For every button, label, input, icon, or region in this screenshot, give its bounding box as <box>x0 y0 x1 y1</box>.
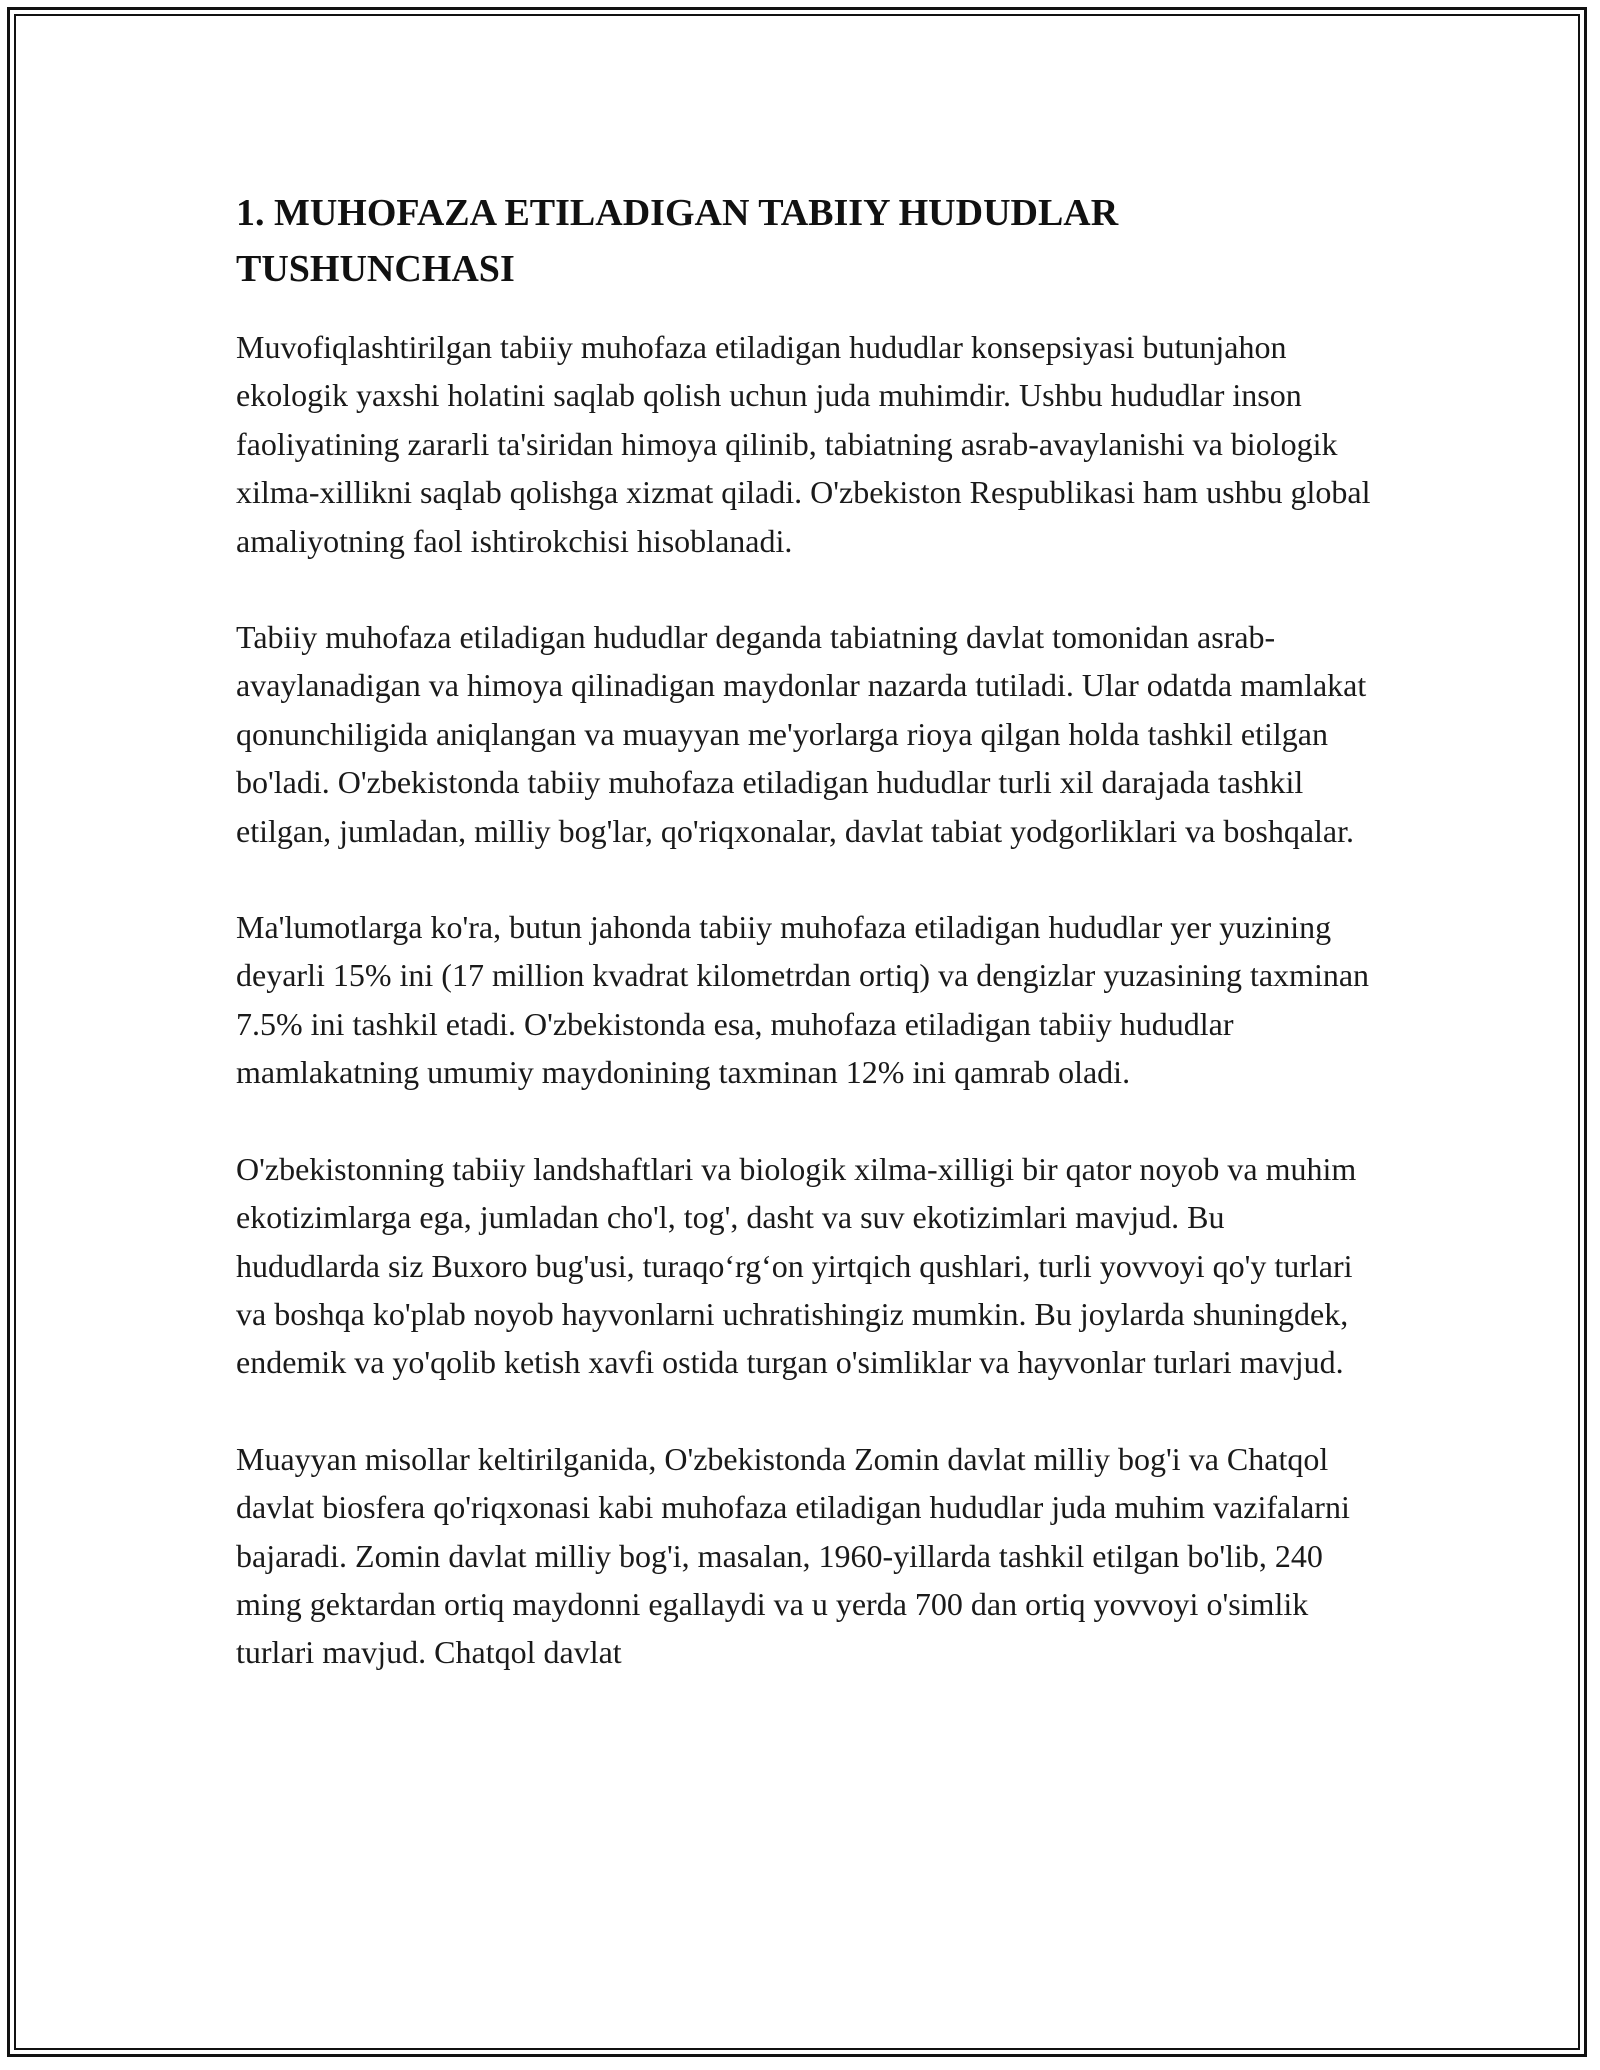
paragraph-intro: Muvofiqlashtirilgan tabiiy muhofaza etiladigan hududlar konsepsiyasi butunjahon ekologik yaxshi holatini saqlab qolish uchun juda muhimdir. Ushbu hududlar inson faoliyatining zararli ta'siridan himoya qilinib, tabiatning asrab-avaylanishi va biologik xilma-xillikni saqlab qolishga xizmat qiladi. O'zbekiston Respublikasi ham ushbu global amaliyotning faol ishtirokchisi hisoblanadi. <box>236 329 1371 559</box>
paragraph-definition: Tabiiy muhofaza etiladigan hududlar deganda tabiatning davlat tomonidan asrab-avaylanadigan va himoya qilinadigan maydonlar nazarda tutiladi. Ular odatda mamlakat qonunchiligida aniqlangan va muayyan me'yorlarga rioya qilgan holda tashkil etilgan bo'ladi. O'zbekistonda tabiiy muhofaza etiladigan hududlar turli xil darajada tashkil etilgan, jumladan, milliy bog'lar, qo'riqxonalar, davlat tabiat yodgorliklari va boshqalar. <box>236 619 1367 849</box>
document-title: 1. MUHOFAZA ETILADIGAN TABIIY HUDUDLAR TUSHUNCHASI <box>236 192 1119 290</box>
paragraph-examples: Muayyan misollar keltirilganida, O'zbekistonda Zomin davlat milliy bog'i va Chatqol davlat biosfera qo'riqxonasi kabi muhofaza etiladigan hududlar juda muhim vazifalarni bajaradi. Zomin davlat milliy bog'i, masalan, 1960-yillarda tashkil etilgan bo'lib, 240 ming gektardan ortiq maydonni egallaydi va u yerda 700 dan ortiq yovvoyi o'simlik turlari mavjud. Chatqol davlat <box>236 1440 1350 1671</box>
paragraph-biodiversity: O'zbekistonning tabiiy landshaftlari va biologik xilma-xilligi bir qator noyob va muhim ekotizimlarga ega, jumladan cho'l, tog', dasht va suv ekotizimlari mavjud. Bu hududlarda siz Buxoro bug'usi, turaqo‘rg‘on yirtqich qushlari, turli yovvoyi qo'y turlari va boshqa ko'plab noyob hayvonlarni uchratishingiz mumkin. Bu joylarda shuningdek, endemik va yo'qolib ketish xavfi ostida turgan o'simliklar va hayvonlar turlari mavjud. <box>236 1150 1357 1381</box>
paragraph-statistics: Ma'lumotlarga ko'ra, butun jahonda tabiiy muhofaza etiladigan hududlar yer yuzining deyarli 15% ini (17 million kvadrat kilometrdan ortiq) va dengizlar yuzasining taxminan 7.5% ini tashkil etadi. O'zbekistonda esa, muhofaza etiladigan tabiiy hududlar mamlakatning umumiy maydonining taxminan 12% ini qamrab oladi. <box>236 909 1370 1091</box>
document-body <box>236 185 1376 1725</box>
